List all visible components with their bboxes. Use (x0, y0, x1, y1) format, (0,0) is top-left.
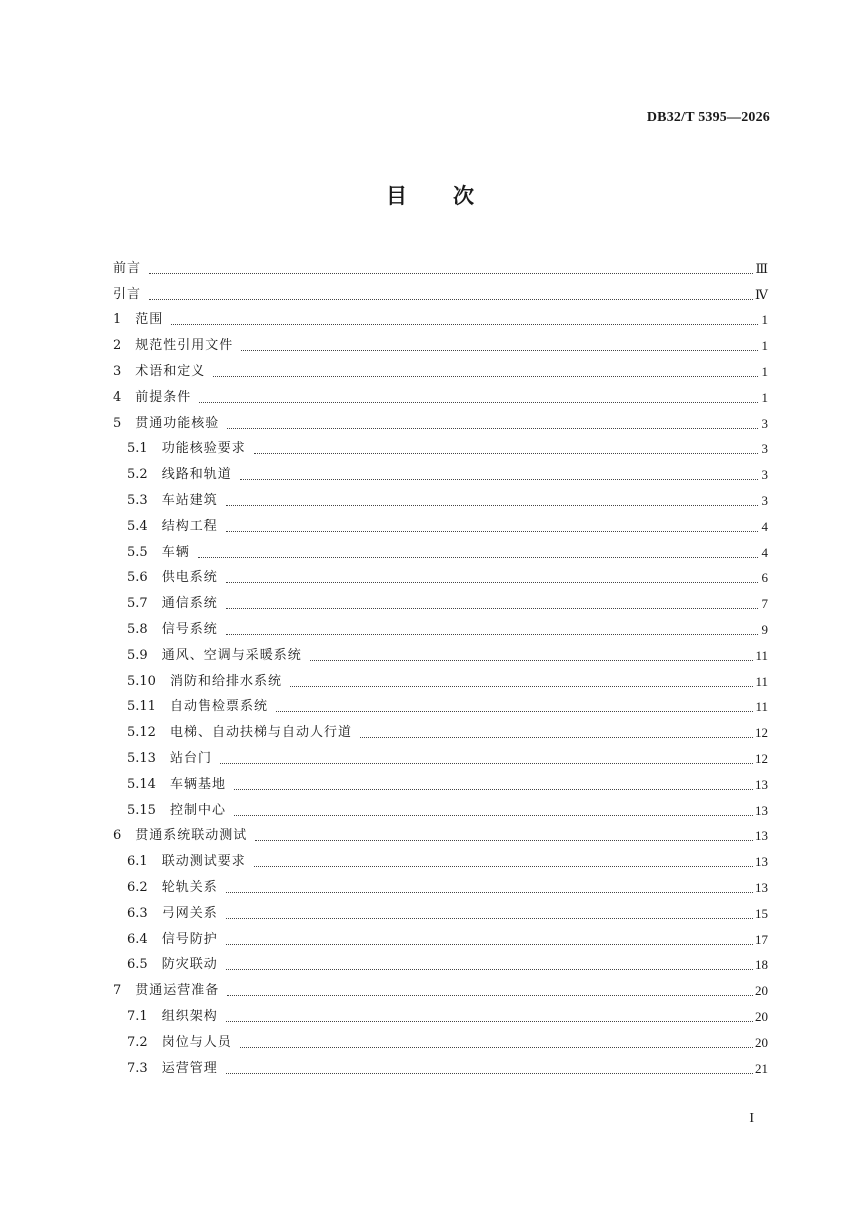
toc-entry-label: 贯通系统联动测试 (135, 828, 248, 844)
toc-entry[interactable] (113, 355, 768, 381)
toc-entry[interactable] (113, 587, 768, 613)
toc-entry-page: 17 (755, 931, 768, 947)
toc-entry-number: 5.12 (127, 725, 156, 741)
toc-entry-number: 5 (113, 415, 122, 431)
toc-entry-page: Ⅳ (755, 286, 768, 302)
toc-dot-leader (226, 608, 758, 609)
toc-entry-page: 1 (761, 363, 768, 379)
toc-dot-leader (226, 918, 753, 919)
toc-entry-number: 5.15 (127, 802, 156, 818)
toc-dot-leader (227, 428, 758, 429)
toc-entry-label: 车辆 (161, 544, 190, 560)
toc-entry-number: 7.2 (127, 1034, 148, 1050)
toc-entry-number: 5.1 (127, 441, 148, 457)
toc-entry-label: 范围 (135, 312, 164, 328)
toc-entry-label: 联动测试要求 (161, 854, 246, 870)
toc-entry-page: 13 (755, 854, 768, 870)
toc-entry-number: 7.1 (127, 1008, 148, 1024)
toc-dot-leader (234, 815, 753, 816)
toc-entry[interactable] (113, 278, 768, 304)
toc-dot-leader (240, 479, 758, 480)
toc-entry-label: 运营管理 (161, 1060, 218, 1076)
toc-entry-label: 岗位与人员 (161, 1034, 232, 1050)
toc-entry-number: 5.9 (127, 647, 148, 663)
toc-entry-label: 线路和轨道 (161, 467, 232, 483)
toc-entry-page: 9 (761, 621, 768, 637)
toc-entry-label: 贯通功能核验 (135, 415, 220, 431)
toc-entry-number: 5.3 (127, 492, 148, 508)
toc-entry-number: 5.7 (127, 596, 148, 612)
toc-entry-number: 4 (113, 389, 122, 405)
toc-dot-leader (360, 737, 753, 738)
toc-entry-label: 控制中心 (169, 802, 226, 818)
toc-entry-number: 5.11 (127, 699, 156, 715)
toc-entry[interactable] (113, 665, 768, 691)
toc-dot-leader (171, 324, 758, 325)
toc-entry-page: 1 (761, 312, 768, 328)
standard-code: DB32/T 5395—2026 (646, 110, 770, 125)
toc-entry-number: 5.13 (127, 750, 156, 766)
toc-entry[interactable] (113, 1000, 768, 1026)
toc-dot-leader (199, 402, 758, 403)
toc-entry-label: 自动售检票系统 (169, 699, 268, 715)
toc-entry-page: 20 (755, 1008, 768, 1024)
toc-dot-leader (226, 892, 753, 893)
toc-entry[interactable] (113, 897, 768, 923)
toc-dot-leader (198, 557, 758, 558)
toc-entry-number: 6.1 (127, 854, 148, 870)
toc-entry-page: 21 (755, 1060, 768, 1076)
toc-entry-page: 20 (755, 1034, 768, 1050)
toc-dot-leader (226, 582, 758, 583)
toc-entry-page: 3 (761, 441, 768, 457)
toc-entry-label: 结构工程 (161, 518, 218, 534)
toc-entry-page: 18 (755, 957, 768, 973)
toc-entry[interactable] (113, 1026, 768, 1052)
table-of-contents (113, 252, 768, 1078)
toc-entry-number: 5.5 (127, 544, 148, 560)
toc-entry[interactable] (113, 974, 768, 1000)
toc-entry[interactable] (113, 433, 768, 459)
toc-dot-leader (254, 453, 758, 454)
toc-entry-page: 13 (755, 802, 768, 818)
toc-entry[interactable] (113, 562, 768, 588)
toc-entry-number: 6.4 (127, 931, 148, 947)
toc-dot-leader (240, 1047, 753, 1048)
toc-entry-page: 12 (755, 725, 768, 741)
toc-entry-label: 站台门 (169, 750, 212, 766)
toc-dot-leader (227, 995, 753, 996)
toc-entry[interactable] (113, 329, 768, 355)
toc-entry-label: 前提条件 (135, 389, 192, 405)
toc-entry[interactable] (113, 639, 768, 665)
toc-entry-label: 规范性引用文件 (135, 338, 234, 354)
toc-entry-page: 3 (761, 467, 768, 483)
toc-entry-label: 通风、空调与采暖系统 (161, 647, 302, 663)
toc-entry-number: 5.4 (127, 518, 148, 534)
toc-dot-leader (254, 866, 753, 867)
toc-entry-page: 1 (761, 338, 768, 354)
toc-entry-number: 1 (113, 312, 122, 328)
toc-dot-leader (213, 376, 758, 377)
toc-dot-leader (149, 299, 753, 300)
toc-entry-page: 11 (755, 647, 768, 663)
toc-entry-number: 3 (113, 363, 122, 379)
toc-entry[interactable] (113, 613, 768, 639)
toc-entry-page: 7 (761, 596, 768, 612)
toc-entry[interactable] (113, 820, 768, 846)
toc-entry-label: 功能核验要求 (161, 441, 246, 457)
toc-entry-number: 6.5 (127, 957, 148, 973)
page-title: 目次 (386, 184, 520, 208)
toc-entry-page: 15 (755, 905, 768, 921)
toc-entry-number: 5.10 (127, 673, 156, 689)
toc-entry[interactable] (113, 768, 768, 794)
toc-dot-leader (226, 969, 753, 970)
toc-dot-leader (220, 763, 753, 764)
toc-entry-label: 通信系统 (161, 596, 218, 612)
toc-entry-number: 6 (113, 828, 122, 844)
toc-entry-page: 13 (755, 776, 768, 792)
toc-entry-number: 7 (113, 983, 122, 999)
toc-entry-label: 贯通运营准备 (135, 983, 220, 999)
toc-entry[interactable] (113, 923, 768, 949)
toc-entry[interactable] (113, 949, 768, 975)
toc-entry[interactable] (113, 1052, 768, 1078)
toc-entry-label: 车辆基地 (169, 776, 226, 792)
toc-entry-label: 弓网关系 (161, 905, 218, 921)
toc-dot-leader (234, 789, 753, 790)
toc-dot-leader (226, 505, 758, 506)
toc-entry[interactable] (113, 794, 768, 820)
toc-entry-page: 3 (761, 415, 768, 431)
toc-entry[interactable] (113, 691, 768, 717)
toc-entry-page: 20 (755, 983, 768, 999)
toc-entry-number: 6.2 (127, 879, 148, 895)
toc-entry[interactable] (113, 536, 768, 562)
toc-entry-number: 2 (113, 338, 122, 354)
toc-entry-number: 5.8 (127, 621, 148, 637)
toc-dot-leader (149, 273, 753, 274)
toc-dot-leader (226, 944, 753, 945)
toc-entry[interactable] (113, 381, 768, 407)
toc-entry-label: 术语和定义 (135, 363, 206, 379)
toc-entry-number: 5.2 (127, 467, 148, 483)
toc-entry-label: 信号系统 (161, 621, 218, 637)
toc-entry[interactable] (113, 742, 768, 768)
toc-entry-page: 4 (761, 518, 768, 534)
toc-dot-leader (226, 531, 758, 532)
toc-entry-label: 供电系统 (161, 570, 218, 586)
toc-dot-leader (255, 840, 753, 841)
toc-entry-number: 7.3 (127, 1060, 148, 1076)
toc-entry[interactable] (113, 871, 768, 897)
toc-entry-label: 信号防护 (161, 931, 218, 947)
toc-entry-label: 引言 (113, 286, 142, 302)
toc-entry-page: 6 (761, 570, 768, 586)
toc-entry[interactable] (113, 252, 768, 278)
toc-dot-leader (241, 350, 758, 351)
toc-dot-leader (226, 1021, 753, 1022)
toc-entry-page: 11 (755, 699, 768, 715)
toc-dot-leader (226, 634, 758, 635)
toc-entry-page: 3 (761, 492, 768, 508)
toc-entry-page: 11 (755, 673, 768, 689)
toc-entry-label: 车站建筑 (161, 492, 218, 508)
toc-entry[interactable] (113, 407, 768, 433)
toc-entry-page: Ⅲ (755, 260, 768, 276)
toc-dot-leader (290, 686, 754, 687)
toc-entry[interactable] (113, 716, 768, 742)
toc-entry[interactable] (113, 510, 768, 536)
toc-entry[interactable] (113, 484, 768, 510)
toc-entry-number: 6.3 (127, 905, 148, 921)
toc-entry-page: 13 (755, 879, 768, 895)
toc-entry[interactable] (113, 304, 768, 330)
toc-entry-label: 前言 (113, 260, 142, 276)
toc-entry-number: 5.14 (127, 776, 156, 792)
toc-entry-page: 12 (755, 750, 768, 766)
toc-entry-label: 组织架构 (161, 1008, 218, 1024)
toc-dot-leader (276, 711, 754, 712)
toc-entry-page: 1 (761, 389, 768, 405)
toc-entry-number: 5.6 (127, 570, 148, 586)
toc-entry-label: 电梯、自动扶梯与自动人行道 (169, 725, 352, 741)
toc-entry-label: 防灾联动 (161, 957, 218, 973)
toc-entry-label: 轮轨关系 (161, 879, 218, 895)
page-number: I (749, 1111, 754, 1126)
toc-entry-page: 4 (761, 544, 768, 560)
toc-entry-page: 13 (755, 828, 768, 844)
toc-dot-leader (310, 660, 754, 661)
toc-entry[interactable] (113, 845, 768, 871)
toc-entry-label: 消防和给排水系统 (169, 673, 282, 689)
toc-dot-leader (226, 1073, 753, 1074)
toc-entry[interactable] (113, 458, 768, 484)
